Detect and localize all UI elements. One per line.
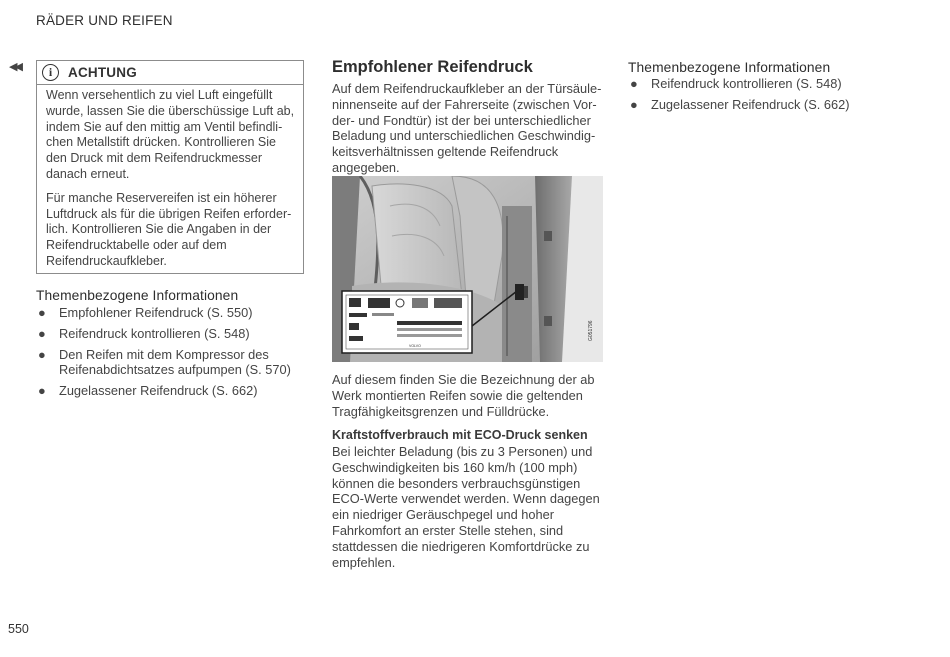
warning-header <box>37 61 303 85</box>
bullet-icon: ● <box>630 96 638 112</box>
related-link-item[interactable]: ● Empfohlener Reifendruck (S. 550) <box>38 305 253 320</box>
page-number: 550 <box>8 622 29 636</box>
eco-subheading: Kraftstoffverbrauch mit ECO-Druck senken <box>332 428 588 442</box>
warning-paragraph: Für manche Reservereifen ist ein höherer Luftdruck als für die übrigen Reifen erforderlich. Kontrollieren Sie die Angaben in der Reifendrucktabelle oder auf dem Reifendruckaufkleber. <box>46 190 292 268</box>
bullet-icon: ● <box>38 383 46 399</box>
info-circle-icon: i <box>42 64 59 81</box>
sticker-brand-label: VOLVO <box>409 344 421 348</box>
figure-code: G051796 <box>588 320 594 341</box>
figure-caption-paragraph: Auf diesem finden Sie die Bezeichnung der ab Werk montierten Reifen sowie die geltenden Tragfähigkeitsgrenzen und Fülldrücke. <box>332 372 595 419</box>
related-link-item[interactable]: ● Zugelassener Reifendruck (S. 662) <box>38 383 258 399</box>
related-link-item[interactable]: ● Den Reifen mit dem Kompressor des Reifenabdichtsatzes aufpumpen (S. 570) <box>38 346 291 378</box>
warning-title: ACHTUNG <box>68 65 137 80</box>
continued-marker-icon: ◀◀ <box>9 61 20 73</box>
bullet-icon: ● <box>38 346 46 362</box>
related-info-list-right <box>628 76 908 118</box>
car-interior-illustration <box>332 176 603 362</box>
door-pillar-sticker-figure <box>332 176 603 362</box>
warning-body <box>37 85 303 270</box>
intro-paragraph: Auf dem Reifendruckaufkleber an der Türsäuleninnenseite auf der Fahrerseite (zwischen Vorder- und Fondtür) ist der bei unterschiedlicher Beladung und unterschiedlichen Geschwindigkeitsverhältnissen geltende Reifendruck angegeben. <box>332 81 602 175</box>
eco-paragraph: Bei leichter Beladung (bis zu 3 Personen) und Geschwindigkeiten bis 160 km/h (100 mph) können die besonders verbrauchsgünstigen ECO-Werte verwendet werden. Wenn dagegen ein niedriger Geräuschpegel und hoher Fahrkomfort an erster Stelle stehen, sind stattdessen die niedrigeren Komfortdrücke zu empfehlen. <box>332 444 600 570</box>
related-info-heading: Themenbezogene Informationen <box>36 288 239 303</box>
related-link-item[interactable]: ● Reifendruck kontrollieren (S. 548) <box>38 325 250 341</box>
related-link-item[interactable]: ● Reifendruck kontrollieren (S. 548) <box>630 76 842 91</box>
bullet-icon: ● <box>38 305 46 320</box>
warning-paragraph: Wenn versehentlich zu viel Luft eingefüllt wurde, lassen Sie die überschüssige Luft ab, indem Sie auf den mittig am Ventil befindlichen Metallstift drücken. Kontrollieren Sie den Druck mit dem Reifendruckmesser danach erneut. <box>46 88 295 181</box>
related-info-heading-right: Themenbezogene Informationen <box>628 60 831 75</box>
bullet-icon: ● <box>38 325 46 341</box>
page-title: Empfohlener Reifendruck <box>332 58 533 76</box>
main-column <box>332 58 604 176</box>
related-info-list <box>36 305 306 404</box>
related-link-item[interactable]: ● Zugelassener Reifendruck (S. 662) <box>630 96 850 112</box>
warning-box <box>36 60 304 274</box>
section-header: RÄDER UND REIFEN <box>36 13 173 28</box>
bullet-icon: ● <box>630 76 638 91</box>
